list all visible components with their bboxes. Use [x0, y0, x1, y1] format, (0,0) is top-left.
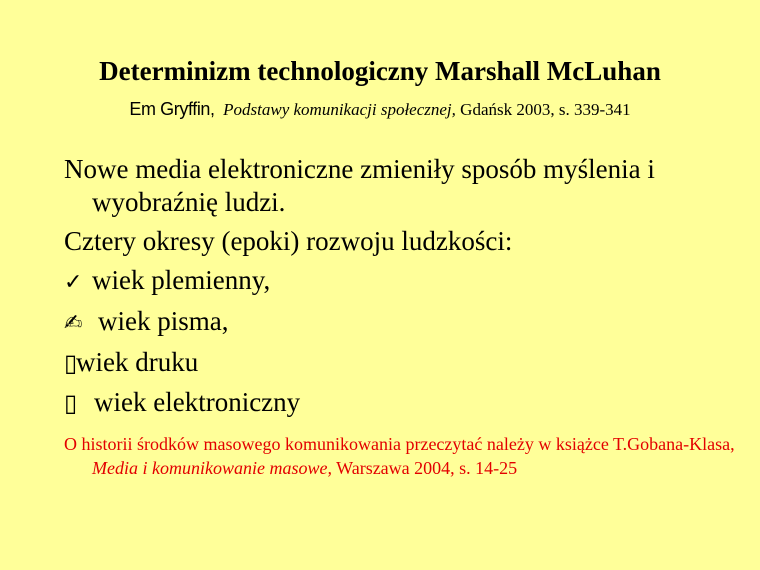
epoch-label: wiek plemienny, — [92, 265, 271, 295]
slide-title: Determinizm technologiczny Marshall McLuhan — [99, 56, 661, 86]
slide-body — [64, 153, 724, 420]
check-icon: ✓ — [64, 270, 83, 295]
epoch-label: wiek druku — [76, 347, 199, 377]
epochs-heading: Cztery okresy (epoki) rozwoju ludzkości: — [64, 226, 513, 256]
citation-author: Em Gryffin, — [129, 99, 215, 119]
epoch-label: wiek elektroniczny — [94, 387, 301, 417]
missing-glyph-icon: ▯ — [64, 389, 78, 417]
epoch-label: wiek pisma, — [98, 306, 229, 336]
missing-glyph-icon: ▯ — [64, 349, 78, 377]
reading-note — [64, 432, 742, 480]
note-prefix: O historii środków masowego komunikowania przeczytać należy w książce T.Gobana-Klasa, — [64, 434, 735, 454]
epoch-item-tribal — [64, 264, 724, 299]
epoch-item-electronic — [64, 386, 724, 420]
epoch-item-writing — [64, 305, 724, 340]
note-suffix: Warszawa 2004, s. 14-25 — [336, 458, 518, 478]
citation-book-title: Podstawy komunikacji społecznej, — [223, 100, 456, 119]
note-book-title: Media i komunikowanie masowe, — [92, 458, 332, 478]
writing-hand-icon: ✍ — [64, 311, 83, 336]
source-citation — [0, 97, 760, 122]
epoch-item-print — [64, 346, 724, 380]
citation-details: Gdańsk 2003, s. 339-341 — [460, 100, 631, 119]
intro-paragraph: Nowe media elektroniczne zmieniły sposób myślenia i wyobraźnię ludzi. — [64, 154, 655, 217]
